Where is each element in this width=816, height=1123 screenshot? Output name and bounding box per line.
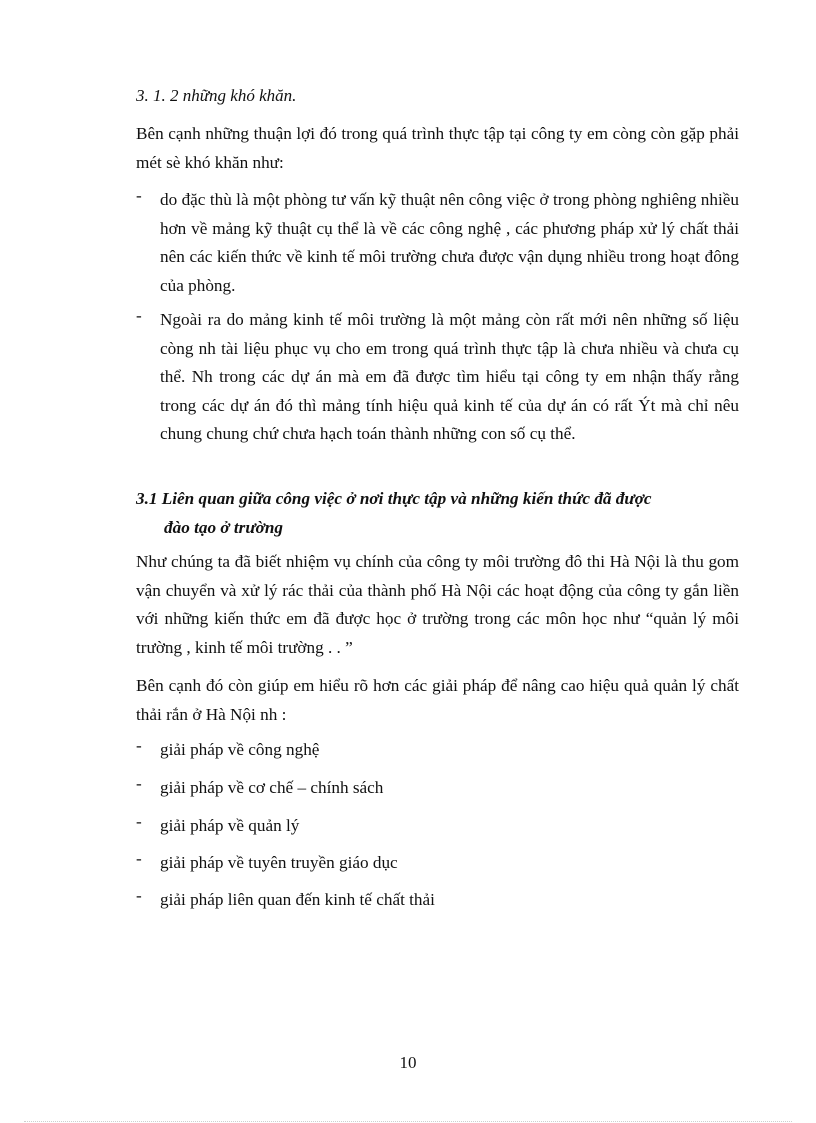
- bullet-marker: -: [136, 886, 142, 905]
- solution-item: [136, 736, 739, 765]
- section-paragraph-1: Như chúng ta đã biết nhiệm vụ chính của công ty môi trường đô thi Hà Nội là thu gom vận chuyển và xử lý rác thải của thành phố Hà Nội các hoạt động của công ty gắn liền với những kiến thức em đã được học ở trường trong các môn học như “quản lý môi trường , kinh tế môi trường . . ”: [136, 552, 739, 657]
- difficulty-item: [136, 186, 739, 300]
- section-title-line2: đào tạo ở trường: [164, 517, 283, 537]
- bullet-marker: -: [136, 812, 142, 831]
- section-paragraph-2: Bên cạnh đó còn giúp em hiểu rõ hơn các giải pháp để nâng cao hiệu quả quản lý chất thải rắn ở Hà Nội nh :: [136, 676, 739, 724]
- page-number: 10: [399, 1053, 417, 1072]
- solution-text: giải pháp liên quan đến kinh tế chất thải: [160, 890, 435, 909]
- bullet-marker: -: [136, 774, 142, 793]
- solution-text: giải pháp về công nghệ: [160, 740, 320, 759]
- solution-item: [136, 849, 739, 878]
- solution-text: giải pháp về quản lý: [160, 816, 300, 835]
- solution-text: giải pháp về cơ chế – chính sách: [160, 778, 384, 797]
- solution-item: [136, 774, 739, 803]
- bullet-marker: -: [136, 306, 142, 325]
- section-title-line1: 3.1 Liên quan giữa công việc ở nơi thực tập và những kiến thức đã được: [136, 489, 652, 508]
- page-bottom-rule: [24, 1121, 792, 1122]
- bullet-marker: -: [136, 736, 142, 755]
- solution-item: [136, 886, 739, 915]
- solution-item: [136, 812, 739, 841]
- bullet-marker: -: [136, 186, 142, 205]
- subheading: 3. 1. 2 những khó khăn.: [136, 86, 297, 105]
- solution-text: giải pháp về tuyên truyền giáo dục: [160, 853, 398, 872]
- intro-paragraph: Bên cạnh những thuận lợi đó trong quá trình thực tập tại công ty em còng còn gặp phải mét sè khó khăn như:: [136, 124, 739, 172]
- difficulty-text: Ngoài ra do mảng kinh tế môi trường là một mảng còn rất mới nên những số liệu còng nh tài liệu phục vụ cho em trong quá trình thực tập là chưa nhiều và chưa cụ thể. Nh trong các dự án mà em đã được tìm hiểu tại công ty em nhận thấy rằng trong các dự án đó thì mảng tính hiệu quả kinh tế của dự án có rất Ýt mà chỉ nêu chung chung chứ chưa hạch toán thành những con số cụ thể.: [160, 310, 739, 444]
- difficulty-text: do đặc thù là một phòng tư vấn kỹ thuật nên công việc ở trong phòng nghiêng nhiều hơn về mảng kỹ thuật cụ thể là về các công nghệ , các phương pháp xử lý chất thải nên các kiến thức về kinh tế môi trường chưa được vận dụng nhiều trong hoạt đông của phòng.: [160, 190, 739, 295]
- difficulty-item: [136, 306, 739, 449]
- bullet-marker: -: [136, 849, 142, 868]
- section-title: [136, 485, 742, 542]
